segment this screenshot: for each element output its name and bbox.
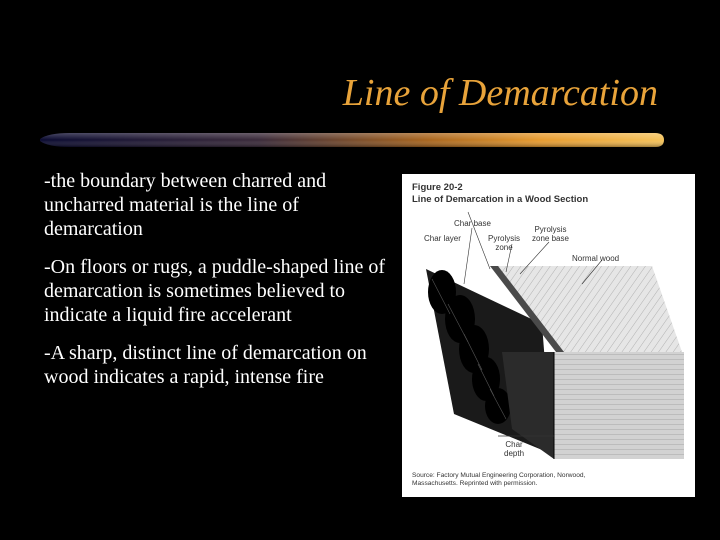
wood-section-figure (402, 174, 695, 497)
bullet-1: -the boundary between charred and uncharred material is the line of demarcation (44, 170, 327, 240)
label-char-depth: Char depth (504, 440, 525, 458)
label-pyrolysis-zone: Pyrolysis zone (488, 234, 521, 252)
label-char-base: Char base (454, 219, 491, 228)
figure-number: Figure 20-2 (412, 182, 463, 193)
slide-title: Line of Demarcation (342, 72, 658, 114)
figure-caption: Line of Demarcation in a Wood Section (412, 194, 589, 205)
body-text (44, 169, 389, 403)
label-pyrolysis-zone-base: Pyrolysis zone base (532, 225, 569, 243)
figure-title (412, 182, 588, 206)
wood-section-illustration (402, 174, 695, 497)
title-underline-bar (40, 130, 665, 150)
label-char-layer: Char layer (424, 234, 461, 243)
bullet-3: -A sharp, distinct line of demarcation on wood indicates a rapid, intense fire (44, 342, 367, 388)
figure-source: Source: Factory Mutual Engineering Corporation, Norwood, Massachusetts. Reprinted with permission. (412, 472, 586, 487)
label-normal-wood: Normal wood (572, 254, 620, 263)
bullet-2: -On floors or rugs, a puddle-shaped line of demarcation is sometimes believed to indicate a liquid fire accelerant (44, 256, 386, 326)
